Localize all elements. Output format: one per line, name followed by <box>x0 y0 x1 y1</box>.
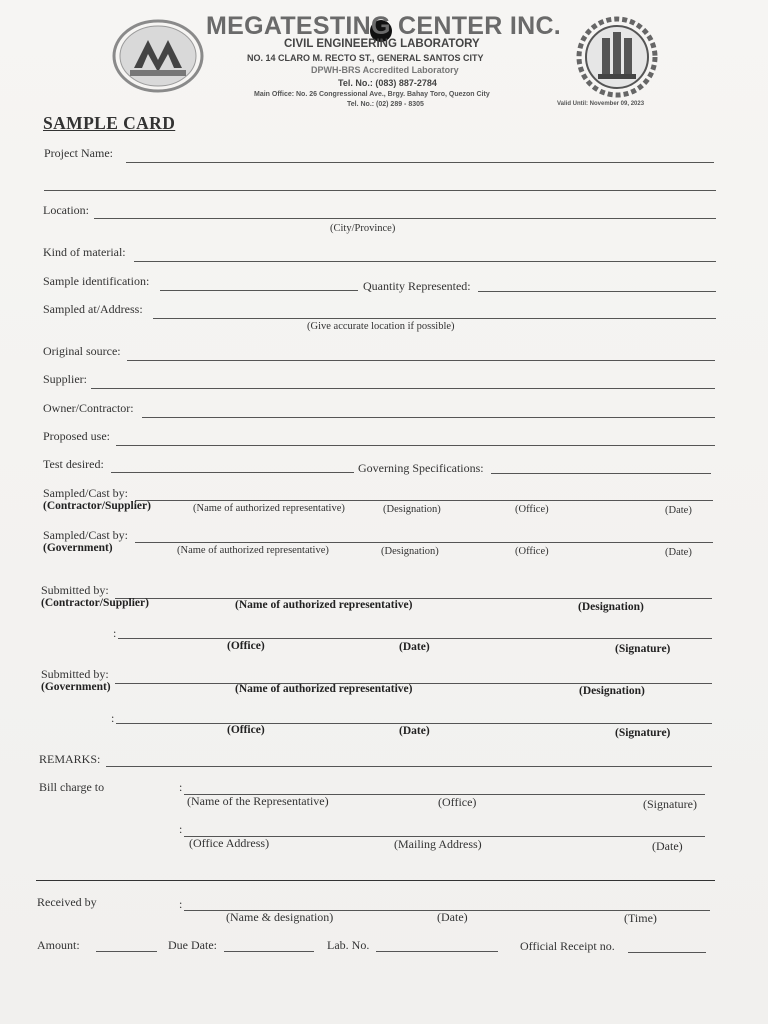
date-hint: (Date) <box>665 547 692 558</box>
supplier-label: Supplier: <box>43 372 87 386</box>
colon: : <box>179 780 183 794</box>
sampled-at-address-line[interactable] <box>153 318 716 319</box>
government-party: (Government) <box>41 681 111 693</box>
time-hint: (Time) <box>624 911 657 925</box>
kind-of-material-label: Kind of material: <box>43 245 126 259</box>
office-address-hint: (Office Address) <box>189 836 270 850</box>
accreditation: DPWH-BRS Accredited Laboratory <box>311 65 459 75</box>
date-hint: (Date) <box>437 910 468 924</box>
accreditation-seal-icon <box>576 16 658 98</box>
office-hint: (Office) <box>227 640 265 652</box>
designation-hint: (Designation) <box>383 504 441 515</box>
office-hint: (Office) <box>515 504 549 515</box>
section-divider <box>36 880 715 881</box>
contractor-supplier-party: (Contractor/Supplier) <box>41 597 149 609</box>
project-name-label: Project Name: <box>44 146 113 160</box>
valid-until: Valid Until: November 09, 2023 <box>557 101 645 107</box>
designation-hint: (Designation) <box>381 546 439 557</box>
due-date-line[interactable] <box>224 951 314 952</box>
remarks-label: REMARKS: <box>39 752 101 766</box>
government-party: (Government) <box>43 542 113 554</box>
owner-contractor-label: Owner/Contractor: <box>43 401 134 415</box>
office-hint: (Office) <box>438 795 477 809</box>
sampled-cast-contractor-label: Sampled/Cast by: <box>43 486 128 500</box>
submitted-government-line-2[interactable] <box>116 723 712 724</box>
signature-hint: (Signature) <box>643 797 697 811</box>
name-hint: (Name of authorized representative) <box>177 545 329 556</box>
city-province-hint: (City/Province) <box>330 223 396 234</box>
sample-identification-line[interactable] <box>160 290 358 291</box>
accurate-location-hint: (Give accurate location if possible) <box>307 321 455 332</box>
received-by-label: Received by <box>37 895 97 909</box>
sampled-cast-government-label: Sampled/Cast by: <box>43 528 128 542</box>
name-designation-hint: (Name & designation) <box>226 910 334 924</box>
submitted-contractor-label: Submitted by: <box>41 583 109 597</box>
lab-name: CIVIL ENGINEERING LABORATORY <box>284 38 480 50</box>
rep-name-hint: (Name of the Representative) <box>187 794 329 808</box>
contractor-supplier-party: (Contractor/Supplier) <box>43 500 151 512</box>
colon: : <box>113 626 117 640</box>
main-office: Main Office: No. 26 Congressional Ave., Brgy. Bahay Toro, Quezon City <box>254 91 490 98</box>
test-desired-label: Test desired: <box>43 457 104 471</box>
proposed-use-line[interactable] <box>116 445 715 446</box>
test-desired-line[interactable] <box>111 472 354 473</box>
name-hint: (Name of authorized representative) <box>235 599 413 611</box>
company-address: NO. 14 CLARO M. RECTO ST., GENERAL SANTOS CITY <box>247 53 484 63</box>
location-label: Location: <box>43 203 89 217</box>
date-hint: (Date) <box>652 839 683 853</box>
submitted-contractor-line-2[interactable] <box>118 638 712 639</box>
megatesting-logo-icon <box>112 16 204 94</box>
sampled-at-address-label: Sampled at/Address: <box>43 302 143 316</box>
kind-of-material-line[interactable] <box>134 261 716 262</box>
date-hint: (Date) <box>399 641 430 653</box>
colon: : <box>111 711 115 725</box>
company-name: MEGATESTING CENTER INC. <box>206 12 562 40</box>
name-hint: (Name of authorized representative) <box>193 503 345 514</box>
original-source-label: Original source: <box>43 344 121 358</box>
sampled-cast-government-line[interactable] <box>135 542 713 543</box>
owner-contractor-line[interactable] <box>142 417 715 418</box>
designation-hint: (Designation) <box>579 685 645 697</box>
quantity-represented-label: Quantity Represented: <box>363 279 471 293</box>
page-title: SAMPLE CARD <box>43 113 176 133</box>
official-receipt-line[interactable] <box>628 952 706 953</box>
name-hint: (Name of authorized representative) <box>235 683 413 695</box>
office-hint: (Office) <box>227 724 265 736</box>
lab-no-line[interactable] <box>376 951 498 952</box>
amount-line[interactable] <box>96 951 157 952</box>
proposed-use-label: Proposed use: <box>43 429 110 443</box>
bill-charge-label: Bill charge to <box>39 780 105 794</box>
designation-hint: (Designation) <box>578 601 644 613</box>
quantity-represented-line[interactable] <box>478 291 716 292</box>
project-name-line[interactable] <box>126 162 714 163</box>
submitted-government-line[interactable] <box>115 683 712 684</box>
colon: : <box>179 897 183 911</box>
location-line[interactable] <box>94 218 716 219</box>
due-date-label: Due Date: <box>168 938 217 952</box>
amount-label: Amount: <box>37 938 80 952</box>
date-hint: (Date) <box>665 505 692 516</box>
main-tel: Tel. No.: (02) 289 - 8305 <box>347 101 424 108</box>
date-hint: (Date) <box>399 725 430 737</box>
governing-specifications-line[interactable] <box>491 473 711 474</box>
office-hint: (Office) <box>515 546 549 557</box>
original-source-line[interactable] <box>127 360 715 361</box>
remarks-line[interactable] <box>106 766 712 767</box>
sampled-cast-contractor-line[interactable] <box>135 500 713 501</box>
official-receipt-label: Official Receipt no. <box>520 939 615 953</box>
submitted-contractor-line[interactable] <box>115 598 712 599</box>
submitted-government-label: Submitted by: <box>41 667 109 681</box>
sample-identification-label: Sample identification: <box>43 274 150 288</box>
mailing-address-hint: (Mailing Address) <box>394 837 482 851</box>
signature-hint: (Signature) <box>615 727 671 739</box>
colon: : <box>179 822 183 836</box>
supplier-line[interactable] <box>91 388 715 389</box>
signature-hint: (Signature) <box>615 643 671 655</box>
governing-specifications-label: Governing Specifications: <box>358 461 484 475</box>
lab-no-label: Lab. No. <box>327 938 370 952</box>
tel-number: Tel. No.: (083) 887-2784 <box>338 78 437 88</box>
project-name-line-2[interactable] <box>44 190 716 191</box>
